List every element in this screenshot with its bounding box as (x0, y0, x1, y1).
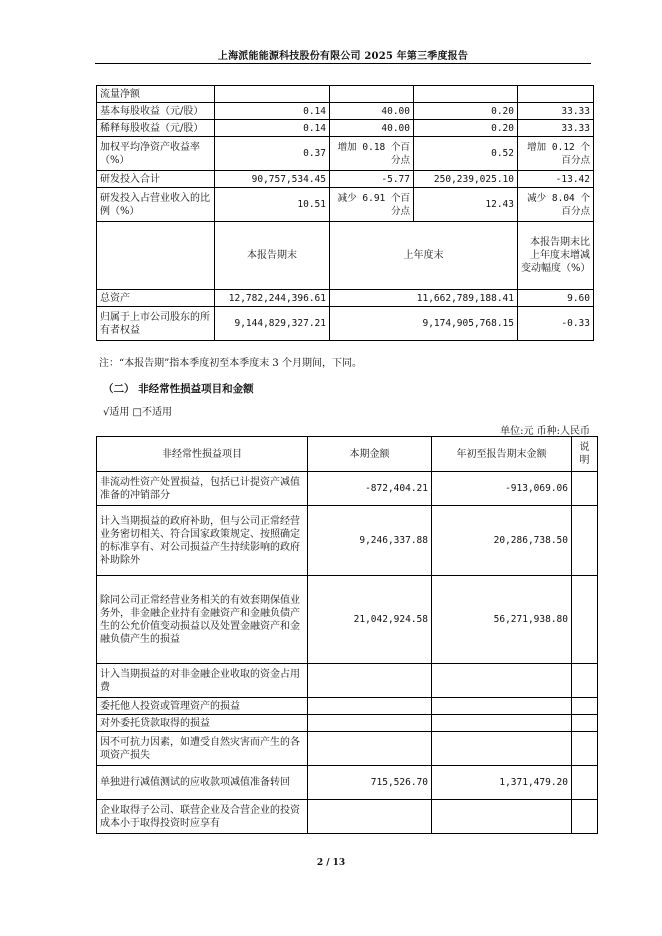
col-header-current: 本期金额 (308, 437, 432, 472)
cell: 9,144,829,327.21 (215, 307, 330, 341)
cell (215, 86, 330, 103)
col-header-prior: 上年度末 (330, 222, 518, 290)
cell: 0.14 (215, 103, 330, 120)
table-row (97, 506, 598, 576)
row-label: 稀释每股收益（元/股） (97, 120, 215, 137)
cell: 20,286,738.50 (432, 506, 572, 576)
header-divider (95, 63, 591, 64)
table-row (97, 137, 594, 171)
table-row (97, 576, 598, 664)
cell: -913,069.06 (432, 472, 572, 506)
cell: 9,174,905,768.15 (330, 307, 518, 341)
item-label: 单独进行减值测试的应收款项减值准备转回 (97, 766, 308, 800)
cell: 56,271,938.80 (432, 576, 572, 664)
table-row (97, 664, 598, 698)
row-label: 研发投入合计 (97, 171, 215, 188)
cell: 0.20 (414, 103, 518, 120)
cell (572, 715, 598, 732)
cell (432, 664, 572, 698)
table-row (97, 290, 594, 307)
table-row (97, 103, 594, 120)
cell: 33.33 (518, 120, 594, 137)
cell: -0.33 (518, 307, 594, 341)
cell (572, 766, 598, 800)
cell: 12,782,244,396.61 (215, 290, 330, 307)
cell: 0.14 (215, 120, 330, 137)
table-row (97, 171, 594, 188)
row-label: 总资产 (97, 290, 215, 307)
cell: 715,526.70 (308, 766, 432, 800)
item-label: 对外委托贷款取得的损益 (97, 715, 308, 732)
cell (432, 715, 572, 732)
cell: 减少 6.91 个百分点 (330, 188, 414, 222)
table-row (97, 86, 594, 103)
cell (572, 732, 598, 766)
cell: 9,246,337.88 (308, 506, 432, 576)
cell (572, 698, 598, 715)
item-label: 非流动性资产处置损益，包括已计提资产减值准备的冲销部分 (97, 472, 308, 506)
cell: -872,404.21 (308, 472, 432, 506)
table-row (97, 800, 598, 834)
item-label: 企业取得子公司、联营企业及合营企业的投资成本小于取得投资时应享有 (97, 800, 308, 834)
cell: 40.00 (330, 103, 414, 120)
row-label: 流量净额 (97, 86, 215, 103)
row-label: 归属于上市公司股东的所有者权益 (97, 307, 215, 341)
item-label: 委托他人投资或管理资产的损益 (97, 698, 308, 715)
cell: 增加 0.12 个百分点 (518, 137, 594, 171)
col-header-current: 本报告期末 (215, 222, 330, 290)
cell: 10.51 (215, 188, 330, 222)
table-row (97, 732, 598, 766)
page-number: 2 / 13 (316, 858, 346, 868)
row-label: 基本每股收益（元/股） (97, 103, 215, 120)
cell (572, 576, 598, 664)
col-header-desc: 说明 (572, 437, 598, 472)
cell (330, 86, 414, 103)
cell: 90,757,534.45 (215, 171, 330, 188)
item-label: 计入当期损益的政府补助，但与公司正常经营业务密切相关、符合国家政策规定、按照确定的标准享有、对公司损益产生持续影响的政府补助除外 (97, 506, 308, 576)
col-header-ytd: 年初至报告期末金额 (432, 437, 572, 472)
applicability-checkbox: √适用 □不适用 (103, 407, 172, 418)
table-header-row (97, 222, 594, 290)
cell (572, 800, 598, 834)
cell: 40.00 (330, 120, 414, 137)
cell (308, 715, 432, 732)
cell (432, 698, 572, 715)
table-row (97, 766, 598, 800)
cell: 增加 0.18 个百分点 (330, 137, 414, 171)
unit-label: 单位:元 币种:人民币 (500, 426, 590, 437)
cell (572, 506, 598, 576)
table-row (97, 472, 598, 506)
table-note: 注：“本报告期”指本季度初至本季度末 3 个月期间，下同。 (99, 358, 362, 369)
table-row (97, 698, 598, 715)
row-label: 加权平均净资产收益率（%） (97, 137, 215, 171)
cell (572, 664, 598, 698)
cell (308, 664, 432, 698)
item-label: 除同公司正常经营业务相关的有效套期保值业务外，非金融企业持有金融资产和金融负债产生的公允价值变动损益以及处置金融资产和金融负债产生的损益 (97, 576, 308, 664)
cell: 0.52 (414, 137, 518, 171)
cell: 12.43 (414, 188, 518, 222)
cell (432, 800, 572, 834)
cell (308, 698, 432, 715)
cell: 250,239,025.10 (414, 171, 518, 188)
col-header-change: 本报告期末比上年度末增减变动幅度（%） (518, 222, 594, 290)
key-indicators-table (96, 85, 594, 341)
cell: 9.60 (518, 290, 594, 307)
section-title: （二） 非经常性损益项目和金额 (103, 383, 254, 395)
non-recurring-table (96, 436, 598, 834)
cell: 33.33 (518, 103, 594, 120)
row-label: 研发投入占营业收入的比例（%） (97, 188, 215, 222)
cell: -13.42 (518, 171, 594, 188)
table-row (97, 715, 598, 732)
cell (308, 800, 432, 834)
cell: -5.77 (330, 171, 414, 188)
table-row (97, 188, 594, 222)
col-header-item: 非经常性损益项目 (97, 437, 308, 472)
empty-cell (97, 222, 215, 290)
cell (308, 732, 432, 766)
cell (572, 472, 598, 506)
table-row (97, 307, 594, 341)
cell (518, 86, 594, 103)
cell: 0.20 (414, 120, 518, 137)
cell (432, 732, 572, 766)
cell: 11,662,789,188.41 (330, 290, 518, 307)
cell (414, 86, 518, 103)
item-label: 因不可抗力因素，如遭受自然灾害而产生的各项资产损失 (97, 732, 308, 766)
cell: 减少 8.04 个百分点 (518, 188, 594, 222)
cell: 0.37 (215, 137, 330, 171)
table-header-row (97, 437, 598, 472)
table-row (97, 120, 594, 137)
cell: 21,042,924.58 (308, 576, 432, 664)
cell: 1,371,479.20 (432, 766, 572, 800)
item-label: 计入当期损益的对非金融企业收取的资金占用费 (97, 664, 308, 698)
report-header: 上海派能能源科技股份有限公司 2025 年第三季度报告 (217, 51, 469, 62)
